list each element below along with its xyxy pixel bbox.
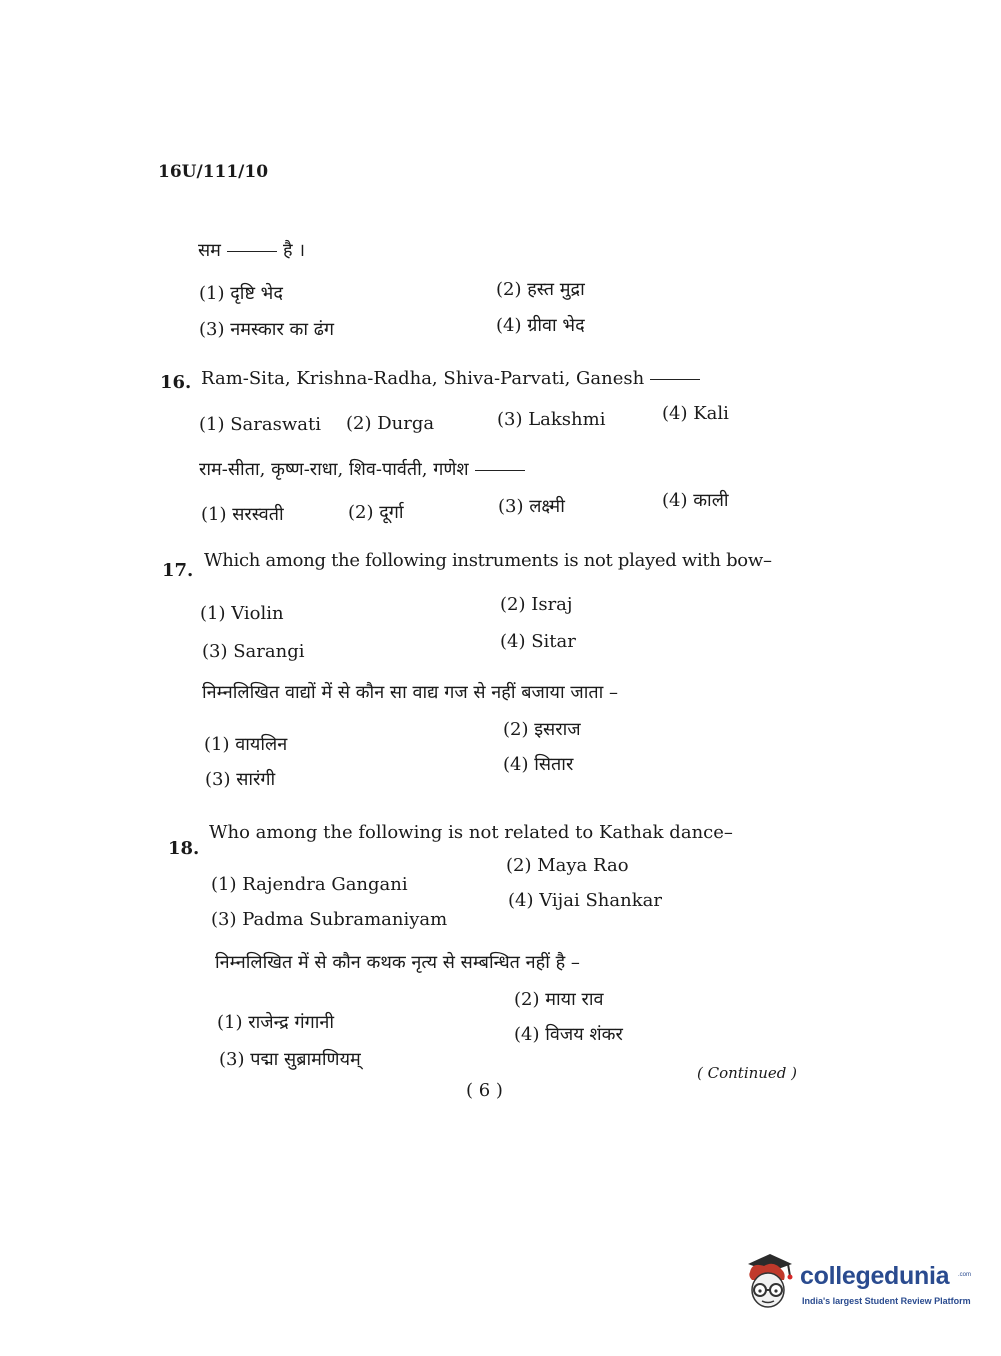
q15-option-2: (2) हस्त मुद्रा xyxy=(496,279,585,300)
logo-tagline: India's largest Student Review Platform xyxy=(802,1296,971,1306)
q16-number: 16. xyxy=(160,372,192,393)
q18-option-en-2: (2) Maya Rao xyxy=(506,855,629,876)
q17-option-hi-3: (3) सारंगी xyxy=(205,769,276,790)
continued-note: ( Continued ) xyxy=(697,1064,798,1082)
q17-question-hi: निम्नलिखित वाद्यों में से कौन सा वाद्य गज से नहीं बजाया जाता – xyxy=(202,682,619,703)
q16-option-en-2: (2) Durga xyxy=(346,413,435,434)
q18-option-hi-4: (4) विजय शंकर xyxy=(514,1024,623,1045)
q17-option-en-3: (3) Sarangi xyxy=(202,641,305,662)
q15-option-1: (1) दृष्टि भेद xyxy=(199,283,283,304)
q17-option-en-2: (2) Israj xyxy=(500,594,573,615)
q17-number: 17. xyxy=(162,560,194,581)
q18-option-hi-3: (3) पद्मा सुब्रामणियम् xyxy=(219,1049,361,1070)
q16-blank-hi xyxy=(475,470,525,471)
q15-tail-before: सम xyxy=(198,240,221,261)
q16-option-hi-1: (1) सरस्वती xyxy=(201,504,284,525)
q16-question-hi xyxy=(199,457,531,481)
q17-option-en-4: (4) Sitar xyxy=(500,631,576,652)
q17-option-hi-1: (1) वायलिन xyxy=(204,734,288,755)
page-number: ( 6 ) xyxy=(466,1080,503,1101)
q18-option-en-1: (1) Rajendra Gangani xyxy=(211,874,408,895)
q17-option-en-1: (1) Violin xyxy=(200,603,284,624)
q17-option-hi-2: (2) इसराज xyxy=(503,719,581,740)
q17-option-hi-4: (4) सितार xyxy=(503,754,574,775)
q15-tail xyxy=(198,238,305,262)
q18-question-en: Who among the following is not related to Kathak dance– xyxy=(209,822,733,843)
q16-option-hi-4: (4) काली xyxy=(662,490,729,511)
q16-option-en-4: (4) Kali xyxy=(662,403,729,424)
q16-text-en: Ram-Sita, Krishna-Radha, Shiva-Parvati, Ganesh xyxy=(201,368,645,389)
q16-option-en-3: (3) Lakshmi xyxy=(497,409,606,430)
q16-question-en xyxy=(201,368,706,389)
q15-option-4: (4) ग्रीवा भेद xyxy=(496,315,585,336)
q18-option-hi-1: (1) राजेन्द्र गंगानी xyxy=(217,1012,335,1033)
q16-text-hi: राम-सीता, कृष्ण-राधा, शिव-पार्वती, गणेश xyxy=(199,459,469,480)
q18-option-hi-2: (2) माया राव xyxy=(514,989,604,1010)
q15-blank xyxy=(227,251,277,252)
q18-option-en-3: (3) Padma Subramaniyam xyxy=(211,909,448,930)
q15-tail-after: है । xyxy=(282,240,306,261)
q17-question-en: Which among the following instruments is not played with bow– xyxy=(204,550,772,571)
logo-brand: collegedunia xyxy=(800,1262,950,1290)
q16-blank-en xyxy=(650,379,700,380)
q16-option-hi-2: (2) दूर्गा xyxy=(348,502,404,523)
mascot-icon xyxy=(740,1250,798,1312)
q18-question-hi: निम्नलिखित में से कौन कथक नृत्य से सम्बन्धित नहीं है – xyxy=(215,952,580,973)
header-code: 16U/111/10 xyxy=(158,162,269,182)
q18-number: 18. xyxy=(168,838,200,859)
collegedunia-logo xyxy=(740,1250,970,1312)
logo-tld: .com xyxy=(958,1272,972,1278)
q16-option-hi-3: (3) लक्ष्मी xyxy=(498,496,565,517)
q15-option-3: (3) नमस्कार का ढंग xyxy=(199,319,335,340)
q18-option-en-4: (4) Vijai Shankar xyxy=(508,890,662,911)
q16-option-en-1: (1) Saraswati xyxy=(199,414,321,435)
